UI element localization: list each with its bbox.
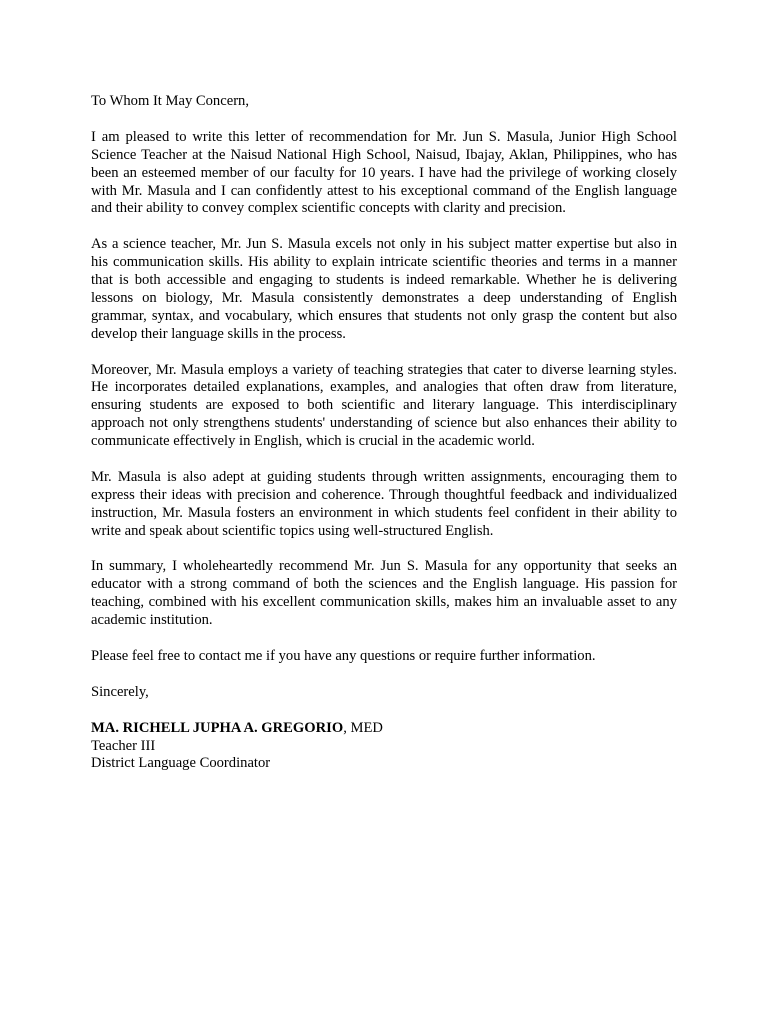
signature-block [91, 720, 677, 774]
signature-title: Teacher III [91, 737, 156, 754]
closing: Sincerely, [91, 683, 149, 700]
signature-name: MA. RICHELL JUPHA A. GREGORIO [91, 719, 344, 736]
salutation: To Whom It May Concern, [91, 93, 249, 109]
body-paragraph-4: Mr. Masula is also adept at guiding students through written assignments, encouraging them to express their ideas with precision and coherence. Through thoughtful feedback and individualized instruction, Mr. Masula fosters an environment in which students feel confident in their ability to write and speak about scientific topics using well-structured English. [91, 468, 677, 539]
contact-paragraph: Please feel free to contact me if you have any questions or require further information. [91, 648, 596, 664]
body-paragraph-5: In summary, I wholeheartedly recommend Mr. Jun S. Masula for any opportunity that seeks an educator with a strong command of both the sciences and the English language. His passion for teaching, combined with his excellent communication skills, makes him an invaluable asset to any academic institution. [91, 558, 677, 629]
body-paragraph-3: Moreover, Mr. Masula employs a variety of teaching strategies that cater to diverse learning styles. He incorporates detailed explanations, examples, and analogies that often draw from literature, ensuring students are exposed to both scientific and literary language. This interdisciplinary approach not only strengthens students' understanding of science but also enhances their ability to communicate effectively in English, which is crucial in the academic world. [91, 361, 677, 450]
signature-name-line [91, 720, 677, 738]
body-paragraph-2: As a science teacher, Mr. Jun S. Masula excels not only in his subject matter expertise but also in his communication skills. His ability to explain intricate scientific theories and terms in a manner that is both accessible and engaging to students is indeed remarkable. Whether he is delivering lessons on biology, Mr. Masula consistently demonstrates a deep understanding of English grammar, syntax, and vocabulary, which ensures that students not only grasp the content but also develop their language skills in the process. [91, 236, 677, 342]
letter-page [91, 93, 677, 773]
signature-suffix: , MED [343, 719, 383, 736]
signature-position: District Language Coordinator [91, 755, 271, 772]
body-paragraph-1: I am pleased to write this letter of recommendation for Mr. Jun S. Masula, Junior High School Science Teacher at the Naisud National High School, Naisud, Ibajay, Aklan, Philippines, who has been an esteemed member of our faculty for 10 years. I have had the privilege of working closely with Mr. Masula and I can confidently attest to his exceptional command of the English language and their ability to convey complex scientific concepts with clarity and precision. [91, 128, 677, 217]
